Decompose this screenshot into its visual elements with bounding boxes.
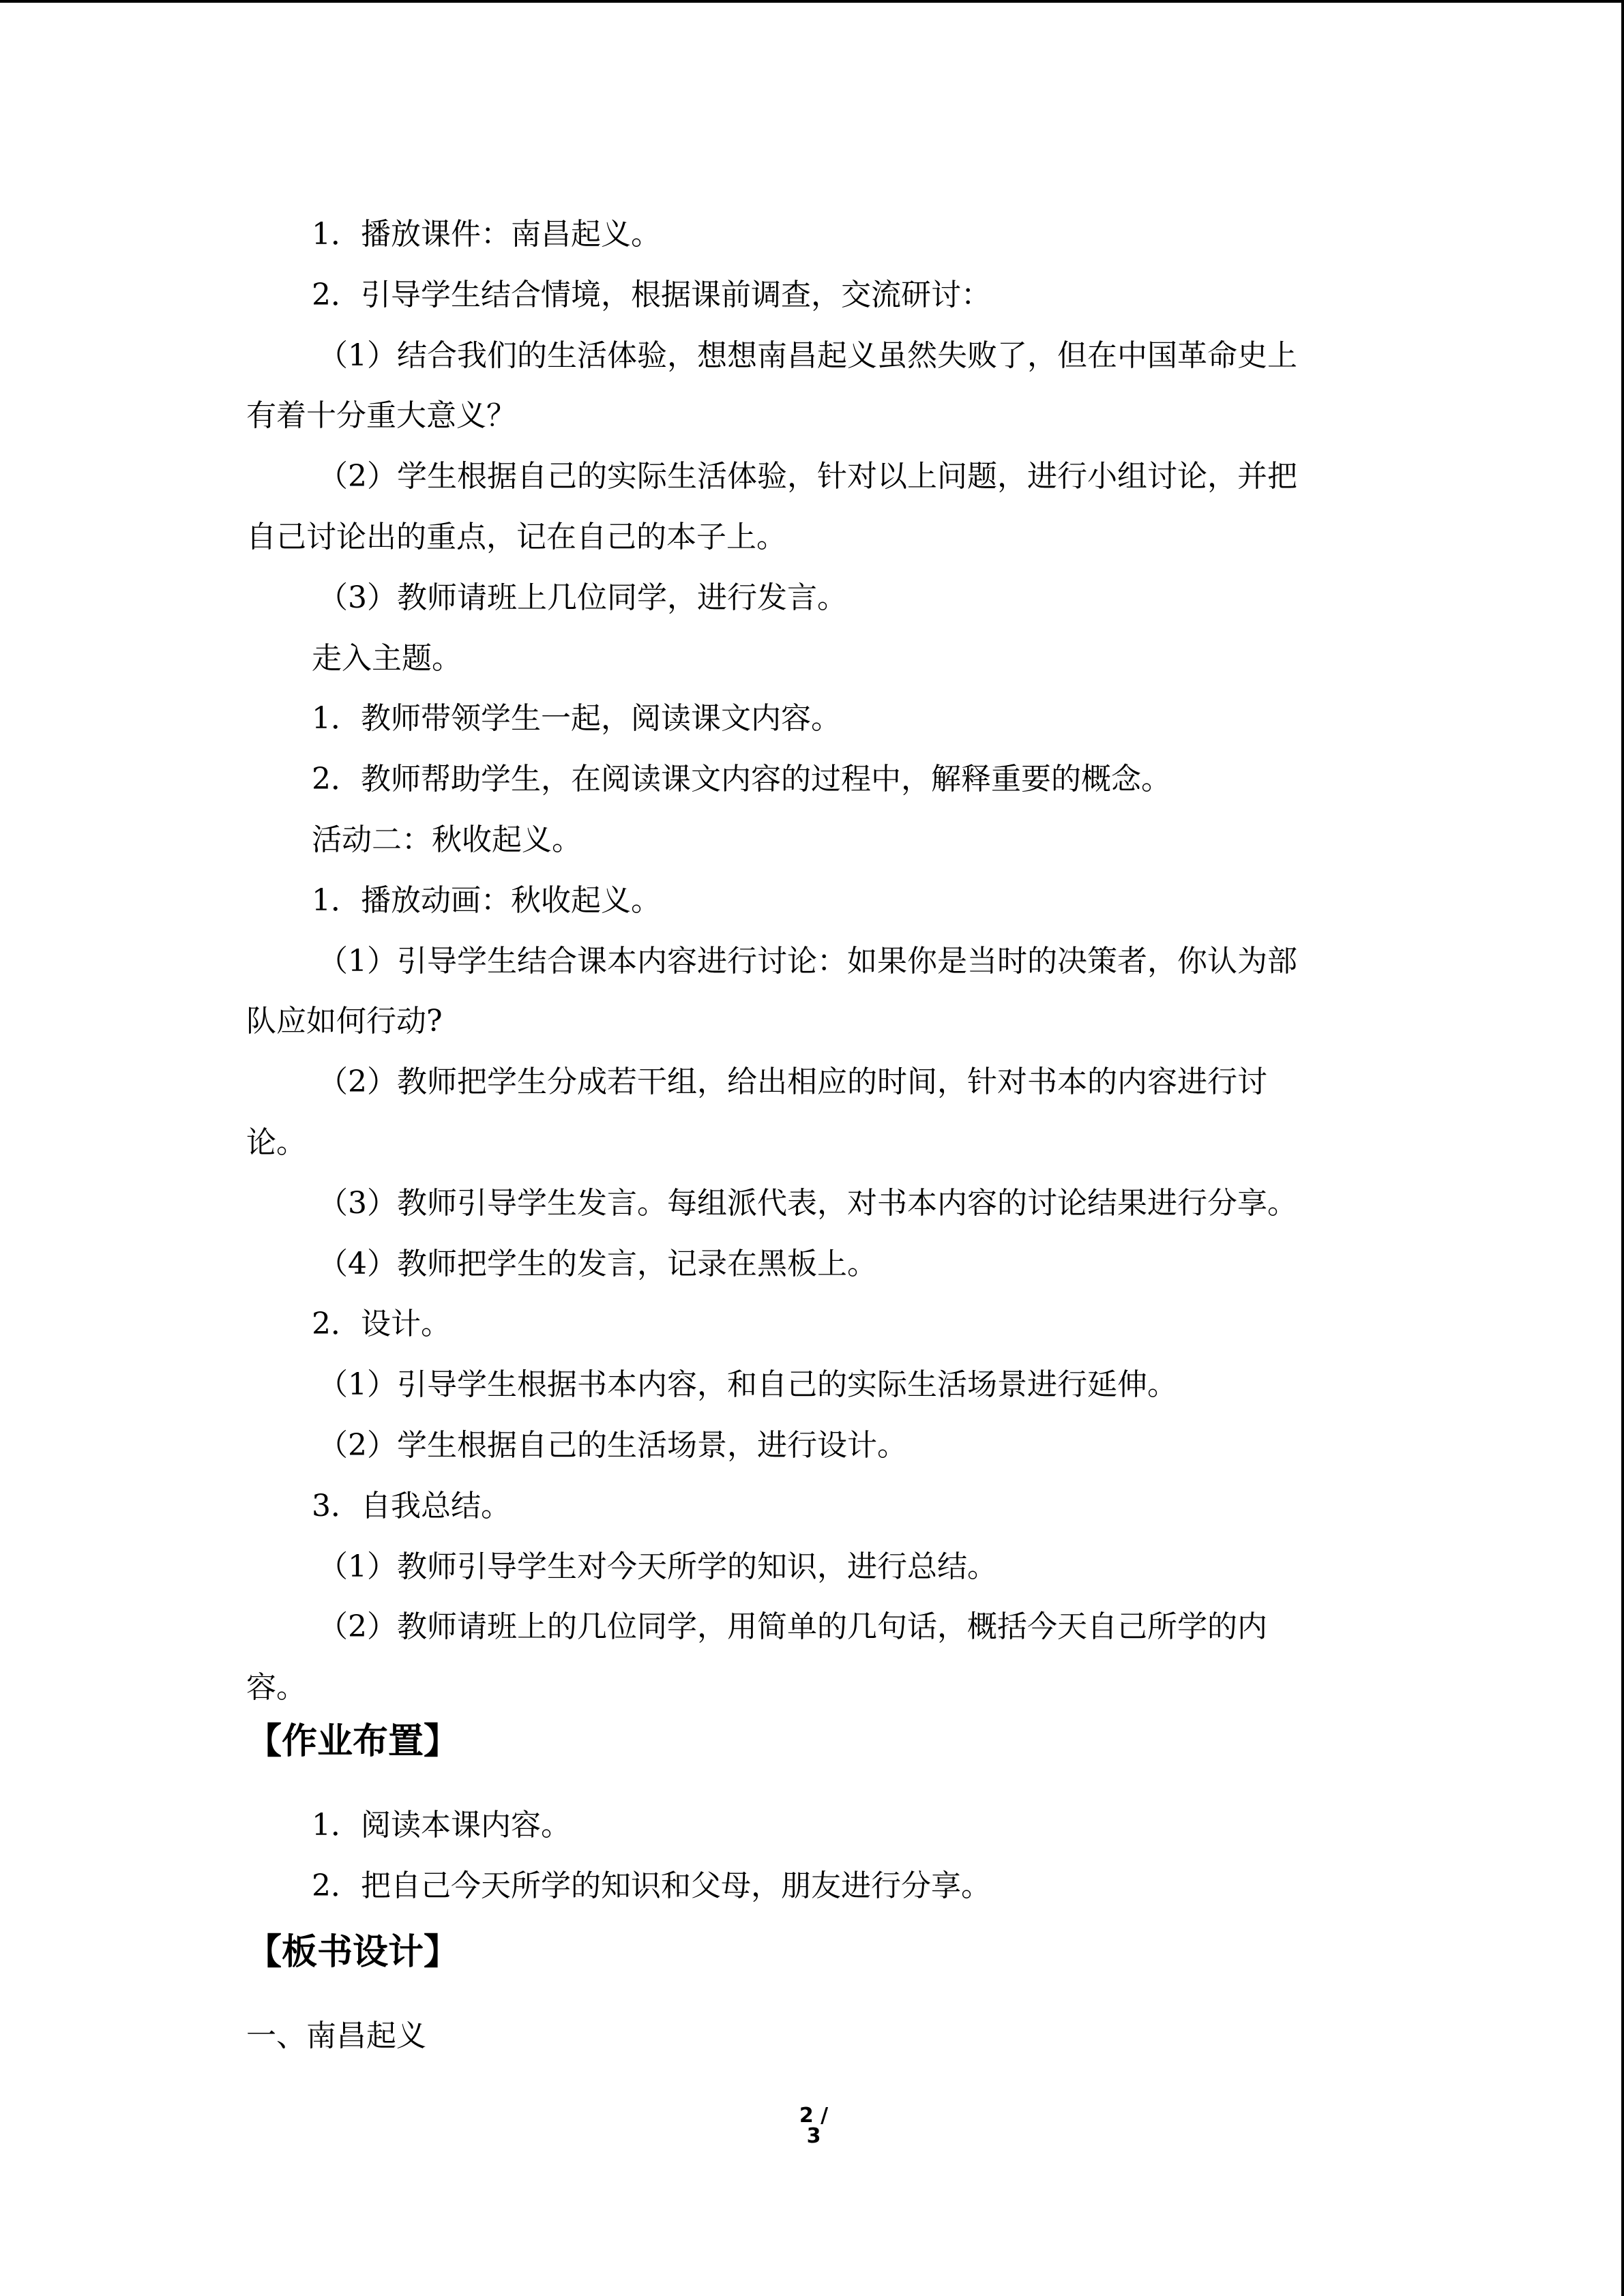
body-line: 队应如何行动? [246, 1004, 443, 1039]
homework-heading: 【作业布置】 [246, 1721, 460, 1762]
body-line: （2）教师请班上的几位同学，用简单的几句话，概括今天自己所学的内 [318, 1609, 1267, 1644]
body-line: 2．设计。 [312, 1307, 451, 1341]
body-line: 论。 [246, 1125, 306, 1160]
body-line: 有着十分重大意义？ [246, 398, 516, 433]
body-line: （2）教师把学生分成若干组，给出相应的时间，针对书本的内容进行讨 [318, 1064, 1267, 1099]
body-line: 1．播放课件：南昌起义。 [312, 217, 661, 252]
body-line: （4）教师把学生的发言，记录在黑板上。 [318, 1247, 877, 1281]
page-number: 2 / 3 [799, 2104, 829, 2148]
body-line: 1．播放动画：秋收起义。 [312, 883, 661, 918]
homework-item: 2．把自己今天所学的知识和父母，朋友进行分享。 [312, 1868, 991, 1903]
board-design-item: 一、南昌起义 [246, 2018, 426, 2053]
body-line: （1）结合我们的生活体验，想想南昌起义虽然失败了，但在中国革命史上 [318, 338, 1297, 373]
body-line: 1．教师带领学生一起，阅读课文内容。 [312, 701, 841, 736]
body-line: （1）引导学生结合课本内容进行讨论：如果你是当时的决策者，你认为部 [318, 944, 1297, 979]
body-line: 自己讨论出的重点，记在自己的本子上。 [246, 520, 786, 554]
body-line: （3）教师请班上几位同学，进行发言。 [318, 580, 847, 615]
body-line: （3）教师引导学生发言。每组派代表，对书本内容的讨论结果进行分享。 [318, 1186, 1297, 1221]
body-line: 容。 [246, 1670, 306, 1705]
body-line: 3．自我总结。 [312, 1489, 511, 1523]
body-line: （2）学生根据自己的实际生活体验，针对以上问题，进行小组讨论，并把 [318, 459, 1297, 494]
body-line: （1）教师引导学生对今天所学的知识，进行总结。 [318, 1549, 997, 1584]
body-line: 活动二：秋收起义。 [312, 822, 582, 857]
board-design-heading: 【板书设计】 [246, 1932, 460, 1973]
body-line: 走入主题。 [312, 641, 462, 676]
body-line: （1）引导学生根据书本内容，和自己的实际生活场景进行延伸。 [318, 1367, 1177, 1402]
body-line: （2）学生根据自己的生活场景，进行设计。 [318, 1428, 907, 1463]
body-line: 2．引导学生结合情境，根据课前调查，交流研讨： [312, 278, 991, 312]
homework-item: 1．阅读本课内容。 [312, 1808, 571, 1843]
body-line: 2．教师帮助学生，在阅读课文内容的过程中，解释重要的概念。 [312, 762, 1171, 796]
